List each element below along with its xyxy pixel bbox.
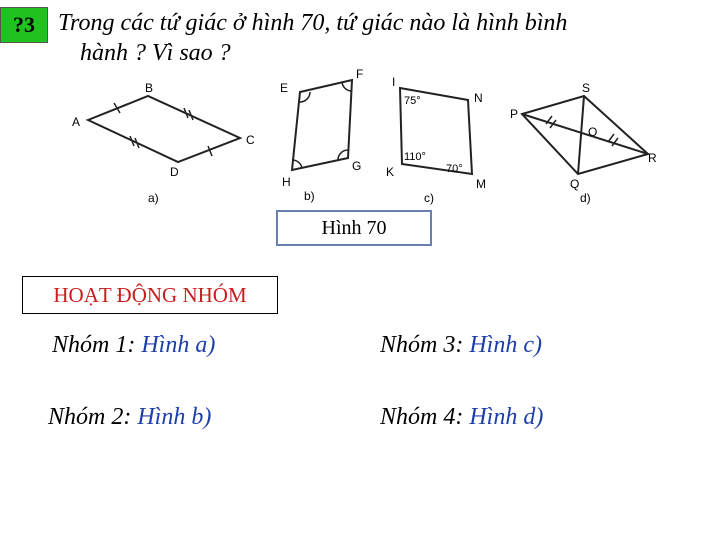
vertex-label-b: B	[145, 81, 154, 95]
vertex-label-r: R	[648, 151, 657, 165]
vertex-label-e: E	[280, 81, 289, 95]
group-1-name: Nhóm 1:	[52, 332, 136, 358]
vertex-label-q: Q	[570, 177, 580, 191]
vertex-label-c: C	[246, 133, 255, 147]
activity-title: HOẠT ĐỘNG NHÓM	[22, 276, 278, 314]
group-4-task	[380, 402, 543, 432]
vertex-label-d: D	[170, 165, 179, 179]
group-2-name: Nhóm 2:	[48, 404, 132, 430]
question-badge: ?3	[0, 7, 48, 43]
group-4-name: Nhóm 4:	[380, 404, 464, 430]
group-3-name: Nhóm 3:	[380, 332, 464, 358]
group-4-figure: Hình d)	[469, 404, 544, 430]
angle-label-k: 110°	[404, 151, 426, 163]
figure-panel-a	[88, 96, 240, 162]
angle-label-i: 75°	[404, 95, 421, 107]
vertex-label-p: P	[510, 107, 519, 121]
vertex-label-n: N	[474, 91, 483, 105]
group-1-task	[52, 330, 215, 360]
vertex-label-o: O	[588, 125, 598, 139]
vertex-label-m: M	[476, 177, 486, 191]
figure-panel-d	[522, 96, 648, 174]
group-2-task	[48, 402, 211, 432]
figure-caption: Hình 70	[276, 210, 432, 246]
group-1-figure: Hình a)	[141, 332, 216, 358]
figure-panel-b	[292, 80, 352, 170]
panel-label-b: b)	[304, 189, 315, 203]
vertex-label-f: F	[356, 67, 364, 81]
vertex-label-h: H	[282, 175, 291, 189]
vertex-label-a: A	[72, 115, 81, 129]
vertex-label-s: S	[582, 81, 591, 95]
angle-label-m: 70°	[446, 163, 463, 175]
group-2-figure: Hình b)	[137, 404, 212, 430]
panel-label-c: c)	[424, 191, 434, 205]
question-text	[58, 8, 718, 68]
vertex-label-g: G	[352, 159, 362, 173]
question-line-2: hành ? Vì sao ?	[80, 40, 231, 66]
vertex-label-i: I	[392, 75, 396, 89]
panel-label-d: d)	[580, 191, 591, 205]
question-line-1: Trong các tứ giác ở hình 70, tứ giác nào là hình bình	[58, 10, 568, 36]
vertex-label-k: K	[386, 165, 395, 179]
group-3-task	[380, 330, 542, 360]
group-3-figure: Hình c)	[469, 332, 542, 358]
panel-label-a: a)	[148, 191, 159, 205]
